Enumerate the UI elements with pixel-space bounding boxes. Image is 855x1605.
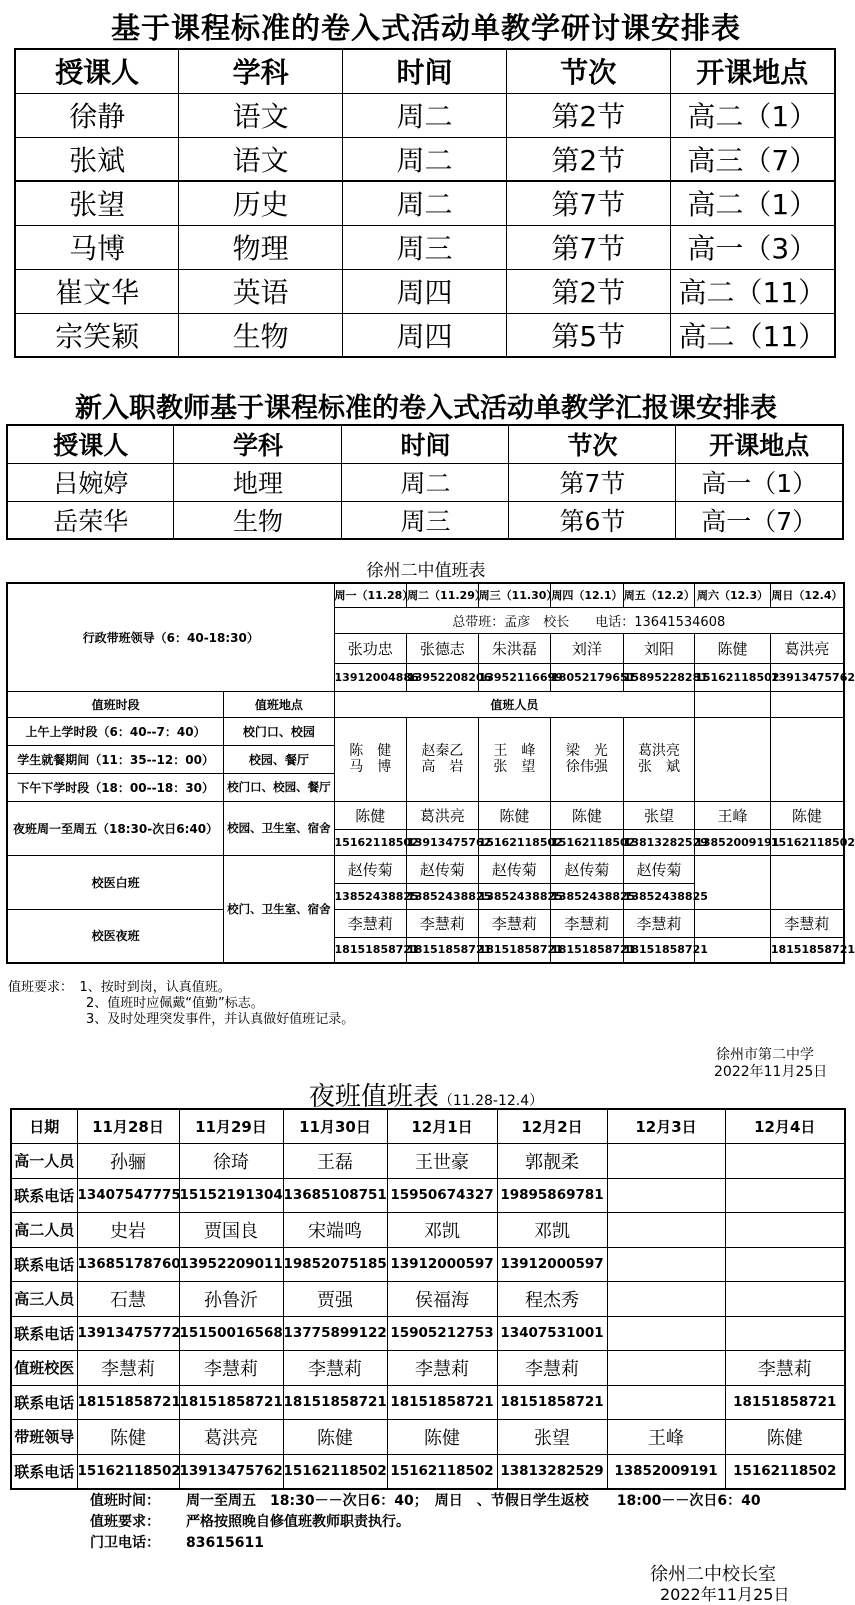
day-staff-cell <box>334 717 407 801</box>
clinic-night-phone: 18151858721 <box>770 937 844 963</box>
day-header: 周四（12.1） <box>551 583 624 607</box>
night-duty-row <box>11 1144 845 1179</box>
row-label: 高一人员 <box>11 1144 77 1179</box>
table-row <box>7 501 843 539</box>
night-duty-name: 陈健 <box>770 801 844 829</box>
name-cell: 郭靓柔 <box>497 1144 607 1179</box>
table-cell: 周四 <box>343 313 507 357</box>
staff-name: 陈 健 <box>349 743 392 759</box>
night-duty-row <box>11 1178 845 1213</box>
name-cell <box>607 1351 725 1386</box>
staff-name: 张 斌 <box>637 759 680 775</box>
night-duty-row <box>11 1247 845 1282</box>
name-cell: 史岩 <box>77 1213 179 1248</box>
footer-key: 值班要求： <box>90 1514 160 1530</box>
table-cell: 周三 <box>342 501 509 539</box>
table-cell: 第6节 <box>509 501 676 539</box>
day-staff-cell <box>623 717 695 801</box>
phone-cell: 13913475762 <box>179 1454 283 1489</box>
clinic-day-phone: 13852438825 <box>407 883 479 909</box>
day-header: 周六（12.3） <box>695 583 771 607</box>
header-cell: 节次 <box>509 425 676 463</box>
night-duty-name: 王峰 <box>695 801 771 829</box>
staff-name: 王 峰 <box>493 743 536 759</box>
table-cell: 第2节 <box>506 269 670 313</box>
phone-cell: 18151858721 <box>283 1385 387 1420</box>
clinic-day-phone: 13852438825 <box>551 883 624 909</box>
clinic-place: 校门、卫生室、宿舍 <box>224 855 334 963</box>
table-row <box>15 181 835 225</box>
footer-row <box>90 1512 761 1533</box>
name-cell: 李慧莉 <box>77 1351 179 1386</box>
table-cell: 语文 <box>179 137 343 181</box>
phone-cell <box>607 1316 725 1351</box>
clinic-night-label: 校医夜班 <box>7 909 224 963</box>
phone-cell: 13913475772 <box>77 1316 179 1351</box>
table-cell: 第7节 <box>506 225 670 269</box>
schedule-title-research: 基于课程标准的卷入式活动单教学研讨课安排表 <box>110 11 741 45</box>
table-cell: 马博 <box>15 225 179 269</box>
staff-name: 赵秦乙 <box>421 743 464 759</box>
name-cell <box>607 1282 725 1317</box>
night-duty-table <box>10 1108 846 1490</box>
night-duty-name: 葛洪亮 <box>407 801 479 829</box>
leader-phone: 18052179651 <box>551 663 624 691</box>
phone-cell: 15950674327 <box>387 1178 497 1213</box>
table-cell: 张斌 <box>15 137 179 181</box>
footer-row <box>90 1533 761 1554</box>
day-header: 周五（12.2） <box>623 583 695 607</box>
header-cell: 学科 <box>174 425 342 463</box>
clinic-night-phone: 18151858721 <box>407 937 479 963</box>
phone-cell: 19852075185 <box>283 1247 387 1282</box>
table-cell: 第7节 <box>509 463 676 501</box>
duty-subheader-row <box>7 691 844 717</box>
report-lesson-table <box>6 424 844 540</box>
phone-cell: 18151858721 <box>77 1385 179 1420</box>
name-cell <box>725 1282 845 1317</box>
phone-cell: 15162118502 <box>77 1454 179 1489</box>
phone-cell: 13685178760 <box>77 1247 179 1282</box>
table-row <box>7 463 843 501</box>
clinic-day-phone: 13852438825 <box>334 883 407 909</box>
table-cell: 徐静 <box>15 93 179 137</box>
phone-cell: 15162118502 <box>283 1454 387 1489</box>
clinic-day-name: 赵传菊 <box>478 855 551 883</box>
day-header: 周日（12.4） <box>770 583 844 607</box>
name-cell: 李慧莉 <box>283 1351 387 1386</box>
table-cell: 张望 <box>15 181 179 225</box>
table-row <box>15 313 835 357</box>
staff-name: 张 望 <box>493 759 536 775</box>
table-cell: 周三 <box>343 225 507 269</box>
table-cell: 周二 <box>343 93 507 137</box>
header-cell: 开课地点 <box>670 49 835 93</box>
table-cell: 生物 <box>179 313 343 357</box>
clinic-day-name: 赵传菊 <box>407 855 479 883</box>
row-label: 带班领导 <box>11 1420 77 1455</box>
phone-cell: 13813282529 <box>497 1454 607 1489</box>
table-cell: 历史 <box>179 181 343 225</box>
phone-cell <box>607 1385 725 1420</box>
signature-date: 2022年11月25日 <box>714 1064 828 1080</box>
clinic-night-phone: 18151858721 <box>551 937 624 963</box>
name-cell: 李慧莉 <box>725 1351 845 1386</box>
row-label: 高二人员 <box>11 1213 77 1248</box>
phone-cell <box>607 1247 725 1282</box>
table-cell: 高二（1） <box>670 93 835 137</box>
clinic-day-label: 校医白班 <box>7 855 224 909</box>
school-duty-table <box>6 582 855 964</box>
table-cell: 第2节 <box>506 137 670 181</box>
period-header: 值班时段 <box>7 691 224 717</box>
night-duty-phone: 15162118502 <box>478 829 551 855</box>
night-duty-footer <box>90 1491 761 1554</box>
staff-name: 徐伟强 <box>565 759 608 775</box>
table-header-row <box>15 49 835 93</box>
day-header: 周一（11.28） <box>334 583 407 607</box>
night-place: 校园、卫生室、宿舍 <box>224 801 334 855</box>
name-cell: 李慧莉 <box>179 1351 283 1386</box>
leader-name: 陈健 <box>695 633 771 663</box>
name-cell <box>725 1213 845 1248</box>
leader-phone: 13952208206 <box>407 663 479 691</box>
leader-phone: 13952116699 <box>478 663 551 691</box>
clinic-day-row <box>7 855 844 883</box>
night-names-row <box>7 801 844 829</box>
phone-cell: 13912000597 <box>387 1247 497 1282</box>
admin-leader-label: 行政带班领导（6：40-18:30） <box>7 583 334 691</box>
table-cell: 物理 <box>179 225 343 269</box>
phone-cell <box>725 1316 845 1351</box>
phone-cell: 15162118502 <box>725 1454 845 1489</box>
table-cell: 英语 <box>179 269 343 313</box>
name-cell <box>607 1213 725 1248</box>
table-cell: 周二 <box>342 463 509 501</box>
clinic-day-phone: 13852438825 <box>623 883 695 909</box>
footer-key: 值班时间： <box>90 1493 160 1509</box>
leader-phone: 15895228281 <box>623 663 695 691</box>
table-cell: 第2节 <box>506 93 670 137</box>
name-cell: 孙鲁沂 <box>179 1282 283 1317</box>
table-cell: 高二（1） <box>670 181 835 225</box>
name-cell: 侯福海 <box>387 1282 497 1317</box>
clinic-day-name: 赵传菊 <box>623 855 695 883</box>
name-cell: 王峰 <box>607 1420 725 1455</box>
name-cell: 宋端鸣 <box>283 1213 387 1248</box>
period-label: 学生就餐期间（11：35--12：00） <box>7 745 224 773</box>
duty-days-row <box>7 583 844 607</box>
phone-cell: 18151858721 <box>387 1385 497 1420</box>
table-cell: 周四 <box>343 269 507 313</box>
table-cell: 高二（11） <box>670 269 835 313</box>
name-cell: 王世豪 <box>387 1144 497 1179</box>
staff-name: 高 岩 <box>421 759 464 775</box>
night-duty-phone: 13813282529 <box>623 829 695 855</box>
leader-name: 刘阳 <box>623 633 695 663</box>
day-staff-cell <box>551 717 624 801</box>
phone-cell: 18151858721 <box>725 1385 845 1420</box>
table-cell: 高一（1） <box>676 463 843 501</box>
table-cell: 吕婉婷 <box>7 463 174 501</box>
night-duty-row <box>11 1420 845 1455</box>
night-duty-name: 陈健 <box>478 801 551 829</box>
night-duty-row <box>11 1213 845 1248</box>
table-cell: 高一（7） <box>676 501 843 539</box>
name-cell: 程杰秀 <box>497 1282 607 1317</box>
phone-cell: 18151858721 <box>497 1385 607 1420</box>
place-label: 校门口、校园、餐厅 <box>224 773 334 801</box>
phone-cell: 13912000597 <box>497 1247 607 1282</box>
phone-cell <box>725 1178 845 1213</box>
footer-key: 门卫电话： <box>90 1535 160 1551</box>
clinic-day-name: 赵传菊 <box>334 855 407 883</box>
row-label: 联系电话 <box>11 1316 77 1351</box>
night-duty-row <box>11 1316 845 1351</box>
clinic-night-row <box>7 909 844 937</box>
table-cell: 岳荣华 <box>7 501 174 539</box>
name-cell <box>725 1144 845 1179</box>
phone-cell: 15162118502 <box>387 1454 497 1489</box>
night-duty-title-range: （11.28-12.4） <box>438 1093 544 1109</box>
table-cell: 高三（7） <box>670 137 835 181</box>
night-duty-name: 张望 <box>623 801 695 829</box>
table-cell: 生物 <box>174 501 342 539</box>
clinic-night-name: 李慧莉 <box>770 909 844 937</box>
phone-cell: 13685108751 <box>283 1178 387 1213</box>
name-cell: 徐琦 <box>179 1144 283 1179</box>
table-cell: 第5节 <box>506 313 670 357</box>
row-label: 值班校医 <box>11 1351 77 1386</box>
table-cell: 周二 <box>343 137 507 181</box>
place-label: 校园、餐厅 <box>224 745 334 773</box>
table-cell: 崔文华 <box>15 269 179 313</box>
signature-org: 徐州二中校长室 <box>650 1564 776 1585</box>
empty-cell <box>770 717 844 801</box>
phone-cell: 13775899122 <box>283 1316 387 1351</box>
clinic-night-name: 李慧莉 <box>407 909 479 937</box>
phone-cell <box>607 1178 725 1213</box>
table-cell: 周二 <box>343 181 507 225</box>
duty-table-title: 徐州二中值班表 <box>366 561 486 581</box>
header-cell: 学科 <box>179 49 343 93</box>
name-cell: 李慧莉 <box>387 1351 497 1386</box>
night-duty-row <box>11 1351 845 1386</box>
name-cell: 陈健 <box>77 1420 179 1455</box>
research-lesson-table <box>14 48 836 358</box>
table-cell: 宗笑颖 <box>15 313 179 357</box>
date-header: 12月2日 <box>497 1109 607 1144</box>
night-duty-phone: 13913475762 <box>407 829 479 855</box>
name-cell: 邓凯 <box>497 1213 607 1248</box>
name-cell: 邓凯 <box>387 1213 497 1248</box>
empty-cell <box>695 717 771 801</box>
date-header: 11月28日 <box>77 1109 179 1144</box>
staff-name: 葛洪亮 <box>637 743 680 759</box>
day-staff-cell <box>478 717 551 801</box>
night-label: 夜班周一至周五（18:30-次日6:40） <box>7 801 224 855</box>
phone-cell: 13952209011 <box>179 1247 283 1282</box>
footer-value: 83615611 <box>186 1535 264 1551</box>
phone-cell: 18151858721 <box>179 1385 283 1420</box>
phone-cell: 15152191304 <box>179 1178 283 1213</box>
header-cell: 开课地点 <box>676 425 843 463</box>
clinic-night-name: 李慧莉 <box>623 909 695 937</box>
night-duty-name: 陈健 <box>334 801 407 829</box>
footer-value: 周一至周五 18:30－－次日6：40； 周日 、节假日学生返校 18:00－－次日6：40 <box>186 1493 761 1509</box>
date-header: 11月30日 <box>283 1109 387 1144</box>
table-cell: 第7节 <box>506 181 670 225</box>
leader-phone: 13913475762 <box>770 663 844 691</box>
date-header: 12月4日 <box>725 1109 845 1144</box>
clinic-day-phone: 13852438825 <box>478 883 551 909</box>
row-label: 联系电话 <box>11 1454 77 1489</box>
name-cell: 贾国良 <box>179 1213 283 1248</box>
empty-cell <box>770 855 844 909</box>
night-duty-name: 陈健 <box>551 801 624 829</box>
table-row <box>15 137 835 181</box>
leader-name: 张功忠 <box>334 633 407 663</box>
clinic-night-name: 李慧莉 <box>334 909 407 937</box>
duty-requirements: 值班要求： 1、按时到岗，认真值班。 2、值班时应佩戴“值勤”标志。 3、及时处理突发事件，并认真做好值班记录。 <box>8 980 355 1027</box>
phone-cell: 15905212753 <box>387 1316 497 1351</box>
day-staff-cell <box>407 717 479 801</box>
empty-cell <box>770 691 844 717</box>
date-header: 12月1日 <box>387 1109 497 1144</box>
night-duty-phone: 15162118502 <box>551 829 624 855</box>
phone-cell: 19895869781 <box>497 1178 607 1213</box>
table-cell: 高二（11） <box>670 313 835 357</box>
row-label: 联系电话 <box>11 1178 77 1213</box>
clinic-night-name: 李慧莉 <box>551 909 624 937</box>
clinic-night-phone: 18151858721 <box>334 937 407 963</box>
table-header-row <box>7 425 843 463</box>
clinic-day-name: 赵传菊 <box>551 855 624 883</box>
leader-name: 张德志 <box>407 633 479 663</box>
table-row <box>15 225 835 269</box>
row-label: 联系电话 <box>11 1385 77 1420</box>
night-duty-phone: 15162118502 <box>770 829 844 855</box>
phone-cell: 13852009191 <box>607 1454 725 1489</box>
table-row <box>15 269 835 313</box>
leader-name: 葛洪亮 <box>770 633 844 663</box>
signature-org: 徐州市第二中学 <box>716 1047 814 1063</box>
empty-cell <box>695 691 771 717</box>
date-header-label: 日期 <box>11 1109 77 1144</box>
name-cell: 李慧莉 <box>497 1351 607 1386</box>
row-label: 联系电话 <box>11 1247 77 1282</box>
header-cell: 授课人 <box>15 49 179 93</box>
clinic-night-phone: 18151858721 <box>478 937 551 963</box>
name-cell: 张望 <box>497 1420 607 1455</box>
clinic-night-phone: 18151858721 <box>623 937 695 963</box>
phone-cell: 13407531001 <box>497 1316 607 1351</box>
staff-name: 梁 光 <box>565 743 608 759</box>
header-cell: 时间 <box>343 49 507 93</box>
name-cell: 陈健 <box>725 1420 845 1455</box>
table-cell: 语文 <box>179 93 343 137</box>
dates-row <box>11 1109 845 1144</box>
phone-cell <box>725 1247 845 1282</box>
footer-value: 严格按照晚自修值班教师职责执行。 <box>186 1514 410 1530</box>
staff-name: 马 博 <box>349 759 392 775</box>
date-header: 12月3日 <box>607 1109 725 1144</box>
night-duty-row <box>11 1454 845 1489</box>
leader-name: 朱洪磊 <box>478 633 551 663</box>
table-cell: 地理 <box>174 463 342 501</box>
clinic-night-name <box>695 909 771 937</box>
name-cell: 贾强 <box>283 1282 387 1317</box>
header-cell: 节次 <box>506 49 670 93</box>
night-duty-phone: 15162118502 <box>334 829 407 855</box>
schedule-title-report: 新入职教师基于课程标准的卷入式活动单教学汇报课安排表 <box>75 393 777 424</box>
place-header: 值班地点 <box>224 691 334 717</box>
name-cell: 陈健 <box>283 1420 387 1455</box>
header-cell: 授课人 <box>7 425 174 463</box>
night-duty-phone: 13852009191 <box>695 829 771 855</box>
leader-phone: 13912004886 <box>334 663 407 691</box>
name-cell: 孙骊 <box>77 1144 179 1179</box>
name-cell: 石慧 <box>77 1282 179 1317</box>
day-header: 周三（11.30） <box>478 583 551 607</box>
name-cell: 葛洪亮 <box>179 1420 283 1455</box>
leader-phone: 15162118502 <box>695 663 771 691</box>
name-cell: 陈健 <box>387 1420 497 1455</box>
leader-name: 刘洋 <box>551 633 624 663</box>
name-cell <box>607 1144 725 1179</box>
table-cell: 高一（3） <box>670 225 835 269</box>
name-cell: 王磊 <box>283 1144 387 1179</box>
phone-cell: 13407547775 <box>77 1178 179 1213</box>
date-header: 11月29日 <box>179 1109 283 1144</box>
night-duty-title-main: 夜班值班表 <box>308 1082 439 1112</box>
period-label: 上午上学时段（6：40--7：40） <box>7 717 224 745</box>
night-duty-row <box>11 1385 845 1420</box>
signature-date: 2022年11月25日 <box>660 1585 790 1604</box>
row-label: 高三人员 <box>11 1282 77 1317</box>
period-row <box>7 717 844 745</box>
header-cell: 时间 <box>342 425 509 463</box>
night-duty-row <box>11 1282 845 1317</box>
staff-header: 值班人员 <box>334 691 695 717</box>
table-row <box>15 93 835 137</box>
period-label: 下午下学时段（18：00--18：30） <box>7 773 224 801</box>
place-label: 校门口、校园 <box>224 717 334 745</box>
day-header: 周二（11.29） <box>407 583 479 607</box>
phone-cell: 15150016568 <box>179 1316 283 1351</box>
general-leader-line: 总带班：孟彦 校长 电话：13641534608 <box>334 607 844 633</box>
footer-row <box>90 1491 761 1512</box>
clinic-night-name: 李慧莉 <box>478 909 551 937</box>
